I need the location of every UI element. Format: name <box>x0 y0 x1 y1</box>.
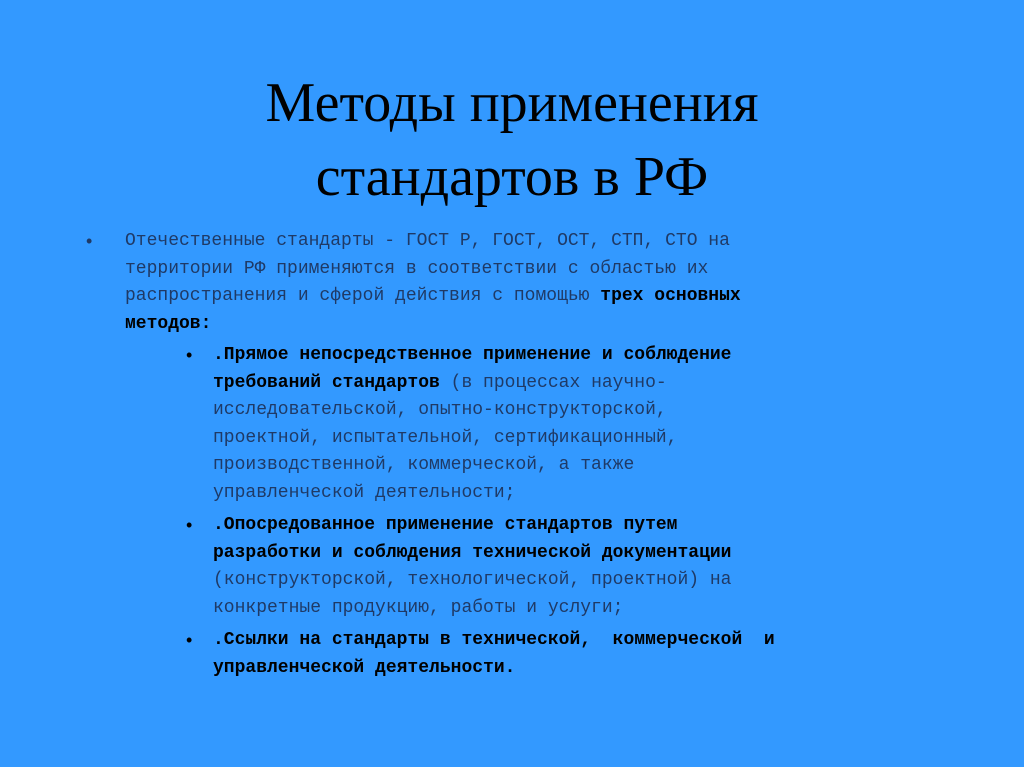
intro-line4: методов: <box>125 313 212 334</box>
intro-line2: территории РФ применяются в соответствии с областью их <box>125 258 709 279</box>
bullet-icon: • <box>186 630 193 650</box>
method-text <box>213 342 928 507</box>
intro-line3 <box>125 283 915 311</box>
method-line-plain: (в процессах научно- <box>439 372 667 393</box>
method-line: (конструкторской, технологической, проектной) на <box>213 570 732 590</box>
method-line: исследовательской, опытно-конструкторской, <box>213 400 667 420</box>
slide-title <box>0 66 1024 214</box>
slide-title-line2: стандартов в РФ <box>315 146 709 208</box>
bullet-icon: • <box>186 345 193 365</box>
method-line: проектной, испытательной, сертификационный, <box>213 427 678 448</box>
intro-line3-bold: трех основных <box>600 286 741 306</box>
method-line: управленческой деятельности. <box>213 657 516 678</box>
method-line: управленческой деятельности; <box>213 482 516 503</box>
bullet-icon: • <box>86 231 93 251</box>
method-text <box>213 627 928 682</box>
intro-line1: Отечественные стандарты - ГОСТ Р, ГОСТ, ОСТ, СТП, СТО на <box>125 231 730 251</box>
method-line <box>213 370 928 398</box>
method-text <box>213 512 928 622</box>
method-line: разработки и соблюдения технической документации <box>213 542 732 563</box>
method-line-bold: требований стандартов <box>213 372 440 393</box>
method-line: конкретные продукцию, работы и услуги; <box>213 597 624 618</box>
method-line: .Опосредованное применение стандартов путем <box>213 515 678 535</box>
method-line: .Прямое непосредственное применение и соблюдение <box>213 345 732 365</box>
bullet-icon: • <box>186 515 193 535</box>
intro-line3-plain: распространения и сферой действия с помощью <box>125 286 601 306</box>
slide-title-line1: Методы применения <box>265 72 759 134</box>
method-line: производственной, коммерческой, а также <box>213 455 635 475</box>
intro-text <box>125 228 915 338</box>
method-line: .Ссылки на стандарты в технической, коммерческой и <box>213 630 775 650</box>
